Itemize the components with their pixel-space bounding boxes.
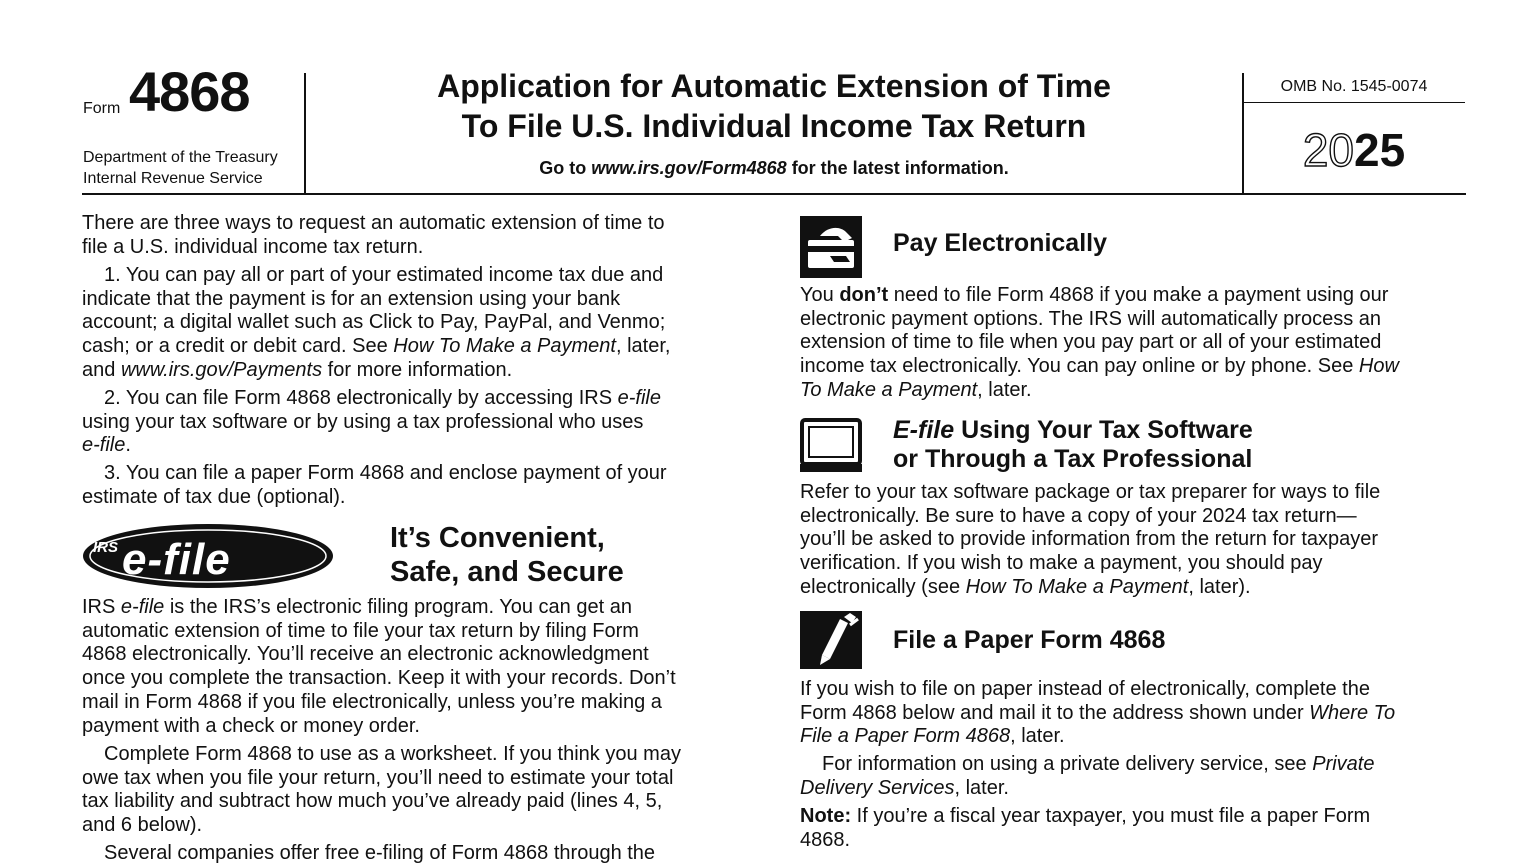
free-efile-paragraph	[82, 842, 655, 866]
worksheet-line: owe tax when you file your return, you’ll need to estimate your total	[82, 766, 674, 789]
efile-heading-line: Safe, and Secure	[390, 556, 624, 588]
note-line	[800, 805, 1370, 829]
efile-software-line: Refer to your tax software package or tax preparer for ways to file	[800, 481, 1381, 503]
form-title-line-1: Application for Automatic Extension of Time	[437, 68, 1111, 104]
efile-software-line	[800, 576, 1380, 600]
heading-text: File a Paper Form 4868	[893, 626, 1166, 654]
note-label: Note:	[800, 805, 852, 827]
text-run: , later,	[615, 335, 671, 358]
paper-form-description	[800, 678, 1395, 749]
pay-desc-line: electronic payment options. The IRS will automatically process an	[800, 307, 1382, 330]
text-run: income tax electronically. You can pay online or by phone. See	[800, 355, 1359, 378]
paper-desc-line: If you wish to file on paper instead of electronically, complete the	[800, 678, 1370, 700]
option-1-line: indicate that the payment is for an extension using your bank	[82, 287, 621, 310]
logo-irs-text: IRS	[93, 539, 119, 556]
text-run: electronically (see	[800, 575, 966, 598]
heading-line: or Through a Tax Professional	[893, 445, 1253, 473]
header-rule	[82, 193, 1466, 195]
efile-term: e-file	[82, 434, 126, 457]
tax-year-century: 20	[1302, 124, 1354, 176]
efile-desc-line: 4868 electronically. You’ll receive an electronic acknowledgment	[82, 643, 649, 666]
paper-form-heading	[893, 626, 1165, 655]
department-name: Department of the Treasury	[83, 149, 278, 166]
heading-line	[893, 416, 1253, 445]
subtitle-suffix: for the latest information.	[786, 158, 1009, 178]
omb-divider	[1244, 102, 1465, 103]
option-3-line: estimate of tax due (optional).	[82, 485, 346, 508]
option-2-line	[82, 387, 661, 411]
subtitle-prefix: Go to	[539, 158, 592, 178]
efile-software-line: electronically. Be sure to have a copy of your 2024 tax return—	[800, 504, 1357, 527]
omb-number: OMB No. 1545-0074	[1280, 78, 1428, 95]
form-title-block	[306, 66, 1242, 179]
form-subtitle	[306, 158, 1242, 179]
form-url-link[interactable]: www.irs.gov/Form4868	[591, 158, 787, 178]
efile-heading	[390, 521, 624, 589]
option-3-line: 3. You can file a paper Form 4868 and enclose payment of your	[104, 462, 667, 484]
text-run: and	[82, 358, 121, 381]
text-run: Form 4868 below and mail it to the address shown under	[800, 701, 1310, 724]
efile-desc-line	[82, 596, 676, 620]
text-run: cash; or a credit or debit card. See	[82, 335, 394, 358]
text-run: Using Your Tax Software	[954, 416, 1253, 444]
tax-year-decade: 25	[1354, 124, 1406, 176]
text-run: 2. You can file Form 4868 electronically by accessing IRS	[104, 387, 618, 409]
paper-desc-line	[800, 702, 1395, 726]
text-run: is the IRS’s electronic filing program. You can get an	[164, 596, 632, 618]
text-run: .	[125, 434, 131, 457]
text-run: , later).	[1188, 575, 1251, 598]
address-reference: Where To	[1309, 701, 1396, 724]
pay-electronically-heading	[893, 229, 1107, 258]
tax-year	[1244, 122, 1464, 178]
efile-heading-line: It’s Convenient,	[390, 522, 605, 554]
option-2-line: using your tax software or by using a tax professional who uses	[82, 410, 644, 433]
option-1-line: account; a digital wallet such as Click to Pay, PayPal, and Venmo;	[82, 311, 666, 334]
form-title-line-2: To File U.S. Individual Income Tax Return	[461, 108, 1087, 144]
payment-reference: How	[1358, 355, 1399, 378]
free-efile-line: Several companies offer free e-filing of Form 4868 through the	[104, 842, 656, 864]
text-run: , later.	[977, 378, 1032, 401]
intro-line: file a U.S. individual income tax return.	[82, 235, 424, 258]
option-1-line: 1. You can pay all or part of your estimated income tax due and	[104, 264, 664, 286]
pay-desc-line	[800, 284, 1399, 308]
private-delivery-line	[800, 777, 1374, 801]
text-run: You	[800, 284, 840, 306]
payment-reference: How To Make a Payment	[965, 575, 1189, 598]
option-2-line	[82, 434, 661, 458]
text-run: For information on using a private delivery service, see	[822, 753, 1313, 775]
option-1-paragraph	[82, 264, 670, 383]
pen-writing-icon	[800, 611, 862, 669]
card-payment-icon	[800, 216, 862, 278]
payments-url-link[interactable]: www.irs.gov/Payments	[120, 358, 323, 381]
computer-monitor-icon	[800, 418, 862, 474]
pay-desc-line: extension of time to file when you pay part or all of your estimated	[800, 331, 1382, 354]
address-reference: File a Paper Form 4868	[800, 725, 1011, 748]
option-2-paragraph	[82, 387, 661, 458]
efile-software-heading	[893, 416, 1253, 474]
text-run: If you’re a fiscal year taxpayer, you must file a paper Form	[851, 805, 1371, 827]
efile-desc-line: mail in Form 4868 if you file electronically, unless you’re making a	[82, 690, 662, 713]
efile-desc-line: payment with a check or money order.	[82, 714, 420, 737]
efile-description	[82, 596, 676, 738]
paper-desc-line	[800, 725, 1395, 749]
emphasis-text: don’t	[839, 284, 889, 306]
efile-term: e-file	[120, 596, 165, 618]
form-label: Form	[83, 100, 121, 117]
intro-paragraph	[82, 212, 665, 259]
payment-reference: To Make a Payment	[800, 378, 978, 401]
option-1-line	[82, 359, 670, 383]
agency-name: Internal Revenue Service	[83, 170, 263, 187]
efile-software-line: you’ll be asked to provide information from the return for taxpayer	[800, 528, 1379, 551]
text-run: IRS	[82, 596, 121, 618]
fiscal-year-note	[800, 805, 1370, 852]
pay-electronically-description	[800, 284, 1399, 403]
private-delivery-line	[800, 753, 1374, 777]
option-3-paragraph	[82, 462, 667, 509]
irs-efile-logo	[82, 522, 334, 590]
efile-desc-line: automatic extension of time to file your tax return by filing Form	[82, 619, 639, 642]
text-run: , later.	[954, 776, 1009, 799]
logo-efile-text: e-file	[122, 535, 231, 584]
text-run: , later.	[1010, 725, 1065, 748]
form-number: 4868	[129, 60, 250, 123]
efile-term: e-file	[617, 387, 661, 409]
worksheet-line: and 6 below).	[82, 814, 203, 837]
pay-desc-line	[800, 355, 1399, 379]
note-line: 4868.	[800, 828, 851, 851]
payment-reference: How To Make a Payment	[393, 335, 616, 358]
intro-line: There are three ways to request an automatic extension of time to	[82, 212, 665, 234]
text-run: for more information.	[322, 358, 513, 381]
heading-text: Pay Electronically	[893, 229, 1108, 257]
worksheet-line: Complete Form 4868 to use as a worksheet. If you think you may	[104, 743, 681, 765]
efile-software-line: verification. If you wish to make a payment, you should pay	[800, 552, 1323, 575]
efile-term: E-file	[893, 416, 955, 444]
text-run: need to file Form 4868 if you make a payment using our	[888, 284, 1389, 306]
worksheet-paragraph	[82, 743, 681, 838]
option-1-line	[82, 335, 670, 359]
pay-desc-line	[800, 379, 1399, 403]
delivery-reference: Delivery Services	[800, 776, 955, 799]
efile-desc-line: once you complete the transaction. Keep it with your records. Don’t	[82, 667, 676, 690]
efile-software-description	[800, 481, 1380, 600]
worksheet-line: tax liability and subtract how much you’ve already paid (lines 4, 5,	[82, 790, 663, 813]
private-delivery-paragraph	[800, 753, 1374, 800]
delivery-reference: Private	[1312, 753, 1375, 775]
